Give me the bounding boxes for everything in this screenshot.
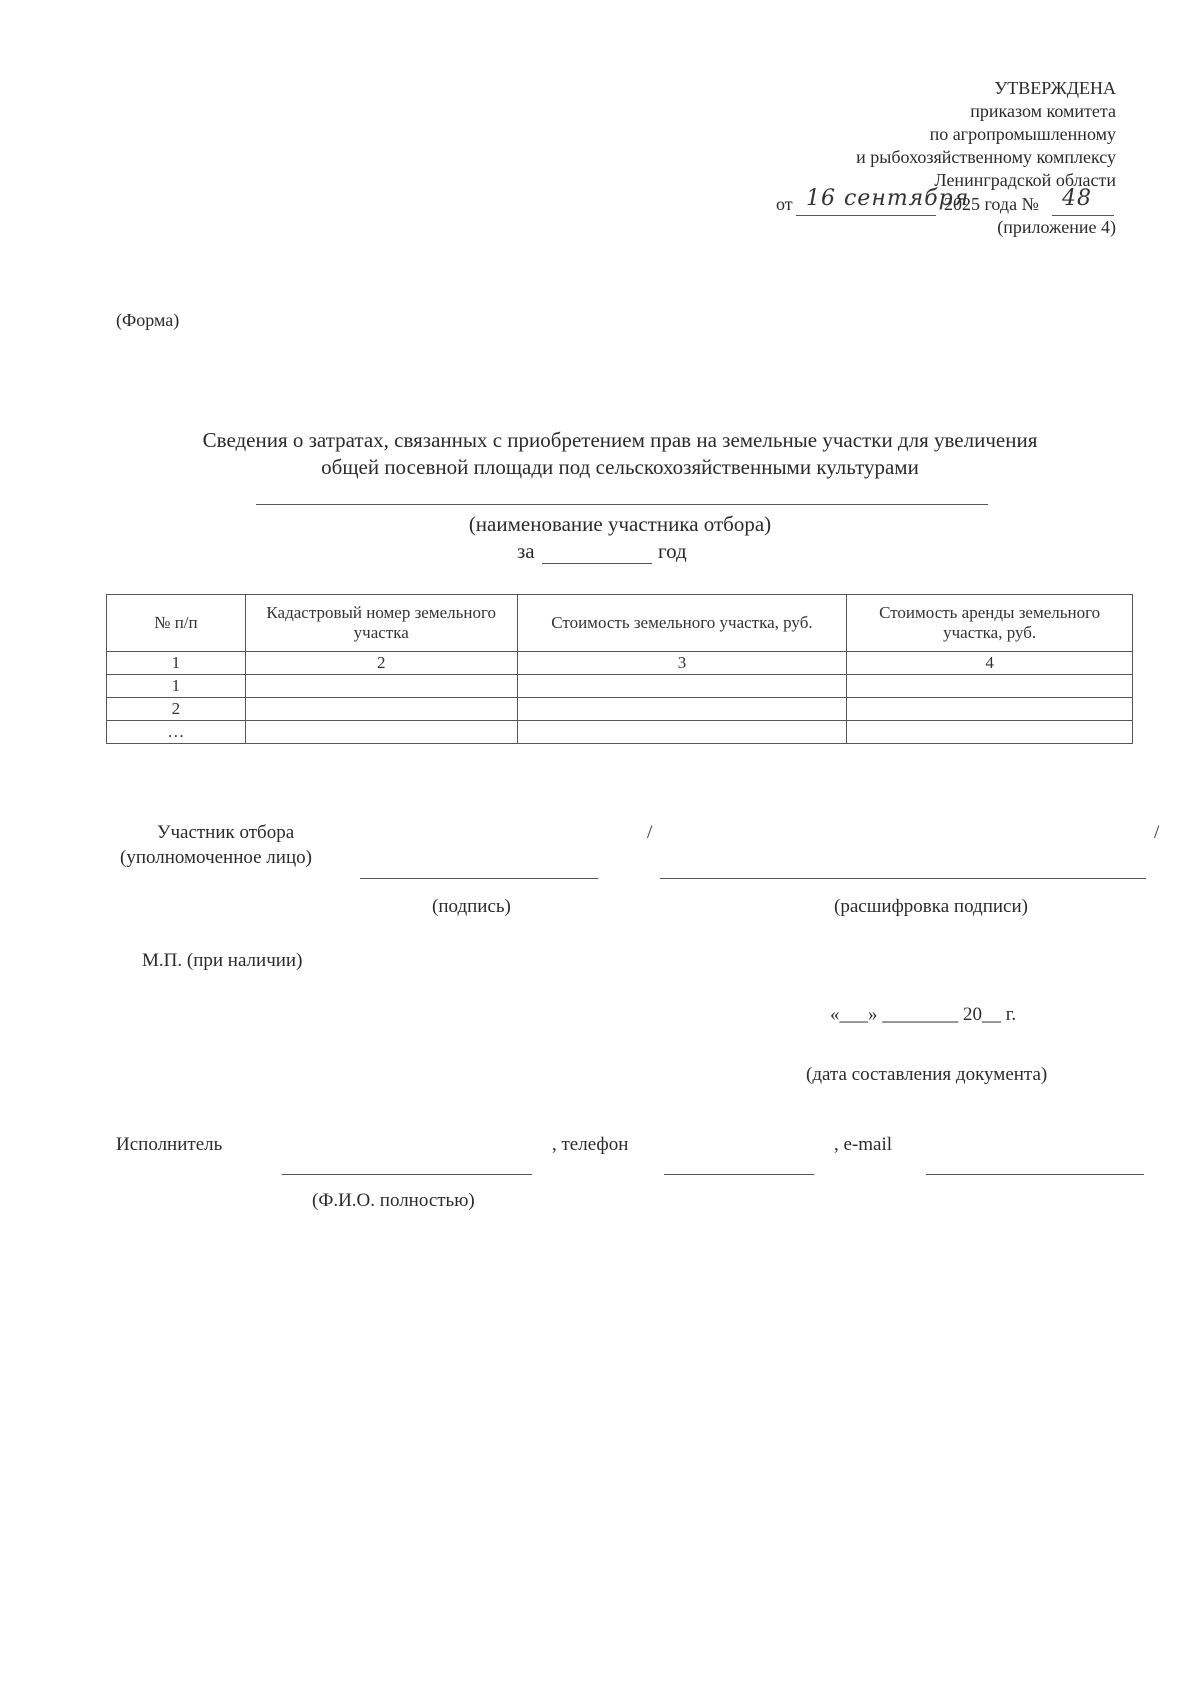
decode-caption: (расшифровка подписи) [834, 896, 1028, 917]
col-number-cell: 1 [107, 652, 246, 675]
stamp-label: М.П. (при наличии) [142, 950, 303, 971]
costs-table [106, 594, 1133, 744]
participant-label-line-2: (уполномоченное лицо) [120, 847, 312, 868]
table-cell: 2 [107, 698, 246, 721]
executor-name-line [282, 1174, 532, 1175]
approval-date-handwritten: 16 сентября [806, 186, 970, 211]
executor-label: Исполнитель [116, 1134, 223, 1155]
table-row [107, 721, 1133, 744]
table-cell [847, 698, 1133, 721]
table-cell [847, 675, 1133, 698]
table-cell [517, 721, 847, 744]
executor-email-line [926, 1174, 1144, 1175]
col-header-land-cost: Стоимость земельного участка, руб. [517, 595, 847, 652]
form-label: (Форма) [116, 310, 180, 330]
signature-caption: (подпись) [432, 896, 511, 917]
table-cell: 1 [107, 675, 246, 698]
executor-fio-caption: (Ф.И.О. полностью) [312, 1190, 475, 1211]
table-row [107, 698, 1133, 721]
heading-line-1: Сведения о затратах, связанных с приобретением прав на земельные участки для увеличения [202, 428, 1038, 452]
table-header-row [107, 595, 1133, 652]
period-year-line [542, 563, 652, 564]
signature-line [360, 878, 598, 879]
executor-phone-label: , телефон [552, 1134, 629, 1155]
table-cell [245, 721, 517, 744]
col-header-cadastral: Кадастровый номер земельного участка [245, 595, 517, 652]
table-cell [517, 675, 847, 698]
table-cell [245, 698, 517, 721]
approval-line-4: Ленинградской области [934, 170, 1116, 190]
executor-phone-line [664, 1174, 814, 1175]
col-number-cell: 4 [847, 652, 1133, 675]
approval-appendix: (приложение 4) [997, 217, 1116, 237]
approval-date-line [796, 215, 936, 216]
col-header-rent-cost: Стоимость аренды земельного участка, руб. [847, 595, 1133, 652]
col-header-number: № п/п [107, 595, 246, 652]
approval-line-3: и рыбохозяйственному комплексу [856, 147, 1116, 167]
heading-line-2: общей посевной площади под сельскохозяйственными культурами [321, 455, 919, 479]
col-number-cell: 2 [245, 652, 517, 675]
period-suffix: год [658, 539, 687, 563]
participant-name-caption: (наименование участника отбора) [468, 512, 772, 536]
document-date-line: «___» ________ 20__ г. [830, 1004, 1017, 1025]
approval-date-prefix: от [776, 194, 793, 214]
approval-year-text: 2025 года № [944, 194, 1039, 214]
signature-decode-line [660, 878, 1146, 879]
col-number-cell: 3 [517, 652, 847, 675]
document-date-caption: (дата составления документа) [806, 1064, 1048, 1085]
approval-number-line [1052, 215, 1114, 216]
participant-label-line-1: Участник отбора [157, 822, 295, 843]
table-cell [517, 698, 847, 721]
period-prefix: за [517, 539, 535, 563]
approval-number-handwritten: 48 [1062, 186, 1092, 211]
table-column-numbers-row [107, 652, 1133, 675]
approval-line-2: по агропромышленному [929, 124, 1116, 144]
table-cell: … [107, 721, 246, 744]
participant-name-line [256, 504, 988, 505]
executor-email-label: , e-mail [834, 1134, 893, 1155]
approval-line-1: приказом комитета [970, 101, 1116, 121]
signature-slash-2: / [1154, 822, 1160, 843]
signature-slash-1: / [647, 822, 653, 843]
table-cell [245, 675, 517, 698]
approval-title: УТВЕРЖДЕНА [994, 78, 1116, 98]
table-cell [847, 721, 1133, 744]
table-row [107, 675, 1133, 698]
